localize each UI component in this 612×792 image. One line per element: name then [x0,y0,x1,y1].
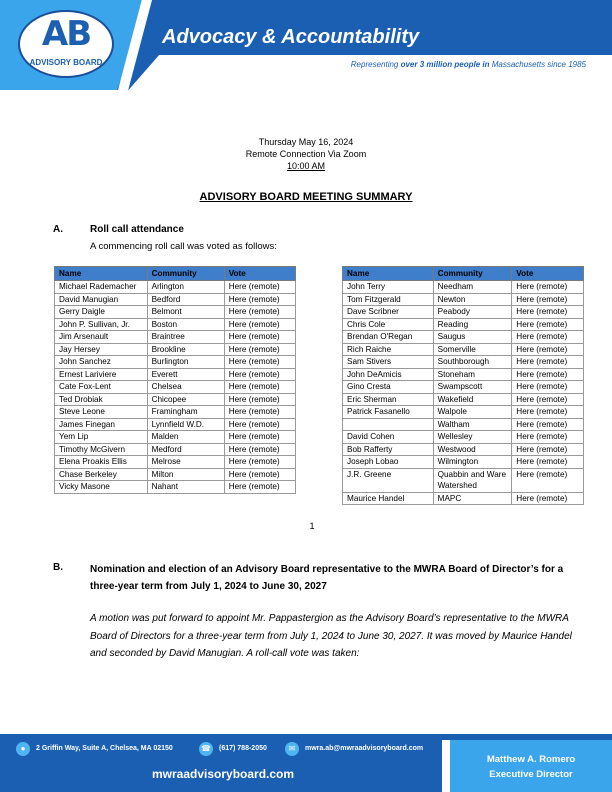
member-vote: Here (remote) [224,481,295,494]
member-name: Chris Cole [343,318,434,331]
table-row [55,356,296,369]
table-row [55,418,296,431]
member-community: Quabbin and Ware Watershed [433,468,512,492]
table-row [55,281,296,294]
section-b-title: Nomination and election of an Advisory Board representative to the MWRA Board of Director’s for a three-year term from July 1, 2024 to June 30, 2027 [90,564,564,592]
member-community: Burlington [147,356,224,369]
member-vote: Here (remote) [224,293,295,306]
member-vote: Here (remote) [512,418,584,431]
page-number: 1 [309,521,315,531]
header-community: Community [147,267,224,281]
member-community: Framingham [147,406,224,419]
member-community: Swampscott [433,381,512,394]
member-community: Wakefield [433,393,512,406]
footer-address: 2 Griffin Way, Suite A, Chelsea, MA 02150 [36,745,173,752]
member-vote: Here (remote) [224,281,295,294]
member-name: J.R. Greene [343,468,434,492]
member-vote: Here (remote) [512,381,584,394]
table-row [343,492,584,505]
member-vote: Here (remote) [224,343,295,356]
tagline-pre: Representing [350,60,401,69]
member-vote: Here (remote) [512,406,584,419]
member-name: Patrick Fasanello [343,406,434,419]
member-vote: Here (remote) [512,443,584,456]
member-name: Ernest Lariviere [55,368,148,381]
table-row [343,431,584,444]
member-community: Saugus [433,331,512,344]
member-vote: Here (remote) [224,318,295,331]
member-community: Reading [433,318,512,331]
member-community: Brookline [147,343,224,356]
member-community: Everett [147,368,224,381]
member-vote: Here (remote) [224,381,295,394]
member-community: Newton [433,293,512,306]
member-name: Chase Berkeley [55,468,148,481]
member-vote: Here (remote) [512,331,584,344]
member-community: Milton [147,468,224,481]
member-community: Malden [147,431,224,444]
member-community: Wilmington [433,456,512,469]
table-row [343,293,584,306]
table-row [343,468,584,492]
member-name: Rich Raiche [343,343,434,356]
member-vote: Here (remote) [512,293,584,306]
member-name: Jim Arsenault [55,331,148,344]
member-vote: Here (remote) [224,393,295,406]
member-vote: Here (remote) [512,468,584,492]
member-name: Bob Rafferty [343,443,434,456]
table-row [343,443,584,456]
member-vote: Here (remote) [512,431,584,444]
member-community: Chelsea [147,381,224,394]
table-row [55,443,296,456]
table-row [55,368,296,381]
section-a-title: Roll call attendance [90,224,184,235]
roll-call-table-left [54,266,296,494]
member-community: Braintree [147,331,224,344]
member-name: John P. Sullivan, Jr. [55,318,148,331]
table-row [55,431,296,444]
member-vote: Here (remote) [512,306,584,319]
member-name: Tom Fitzgerald [343,293,434,306]
member-name: Brendan O'Regan [343,331,434,344]
member-name: John Terry [343,281,434,294]
letterhead-title: Advocacy & Accountability [162,26,420,48]
motion-paragraph: A motion was put forward to appoint Mr. Pappastergion as the Advisory Board’s representative to the MWRA Board of Directors for a three-year term from July 1, 2024 to June 30, 2027. It was moved by Maurice Handel and seconded by David Manugian. A roll-call vote was taken: [90,613,572,659]
member-vote: Here (remote) [224,418,295,431]
member-name: James Finegan [55,418,148,431]
table-row [55,318,296,331]
member-name: Jay Hersey [55,343,148,356]
member-name: David Manugian [55,293,148,306]
table-row [343,456,584,469]
member-name: Eric Sherman [343,393,434,406]
table-row [55,343,296,356]
meeting-info [0,136,612,172]
letterhead-tagline [351,60,586,69]
member-community: Stoneham [433,368,512,381]
member-vote: Here (remote) [512,356,584,369]
member-name: David Cohen [343,431,434,444]
member-vote: Here (remote) [512,492,584,505]
table-row [343,343,584,356]
member-vote: Here (remote) [224,443,295,456]
table-row [343,393,584,406]
member-community: MAPC [433,492,512,505]
member-vote: Here (remote) [224,356,295,369]
member-community: Wellesley [433,431,512,444]
member-name: Michael Rademacher [55,281,148,294]
location-icon: ● [16,742,30,756]
table-row [343,306,584,319]
roll-call-table-right [342,266,584,505]
table-row [55,468,296,481]
member-name: Sam Stivers [343,356,434,369]
table-row [343,356,584,369]
section-a-intro: A commencing roll call was voted as follows: [90,241,277,252]
logo-letters: AB [41,14,91,54]
table-row [55,406,296,419]
phone-icon: ☎ [199,742,213,756]
director-name: Matthew A. Romero [486,754,576,765]
member-community: Needham [433,281,512,294]
member-community: Southborough [433,356,512,369]
header-name: Name [343,267,434,281]
member-vote: Here (remote) [224,406,295,419]
section-b-letter: B. [53,562,63,573]
member-community: Somerville [433,343,512,356]
header-name: Name [55,267,148,281]
table-row [343,331,584,344]
member-name: Yem Lip [55,431,148,444]
member-community: Boston [147,318,224,331]
table-row [55,481,296,494]
header-vote: Vote [512,267,584,281]
member-community: Chicopee [147,393,224,406]
member-name: Dave Scribner [343,306,434,319]
member-vote: Here (remote) [224,368,295,381]
director-title: Executive Director [489,769,573,780]
member-community: Nahant [147,481,224,494]
footer-director [450,752,612,782]
member-community: Medford [147,443,224,456]
member-community: Waltham [433,418,512,431]
member-name: Steve Leone [55,406,148,419]
member-community: Westwood [433,443,512,456]
member-vote: Here (remote) [512,393,584,406]
table-row [343,318,584,331]
table-header-row [343,267,584,281]
member-vote: Here (remote) [512,281,584,294]
summary-title: ADVISORY BOARD MEETING SUMMARY [199,191,413,203]
member-vote: Here (remote) [512,343,584,356]
member-vote: Here (remote) [224,331,295,344]
member-community: Belmont [147,306,224,319]
member-vote: Here (remote) [224,456,295,469]
table-row [55,331,296,344]
meeting-date: Thursday May 16, 2024 [258,137,354,147]
footer-email[interactable]: mwra.ab@mwraadvisoryboard.com [305,745,424,752]
table-row [55,393,296,406]
member-name: Cate Fox-Lent [55,381,148,394]
member-vote: Here (remote) [224,306,295,319]
member-name: Elena Proakis Ellis [55,456,148,469]
member-name: John DeAmicis [343,368,434,381]
table-header-row [55,267,296,281]
member-vote: Here (remote) [224,431,295,444]
tagline-bold: over 3 million people in [400,60,490,69]
member-community: Bedford [147,293,224,306]
meeting-time: 10:00 AM [286,161,326,171]
advisory-board-logo [18,10,114,78]
member-name: Ted Drobiak [55,393,148,406]
member-name [343,418,434,431]
table-row [55,306,296,319]
logo-text: ADVISORY BOARD [29,58,103,67]
member-name: Timothy McGivern [55,443,148,456]
member-vote: Here (remote) [512,318,584,331]
member-community: Lynnfield W.D. [147,418,224,431]
table-row [343,406,584,419]
table-row [55,293,296,306]
table-row [343,281,584,294]
email-icon: ✉ [285,742,299,756]
member-community: Walpole [433,406,512,419]
member-name: Gino Cresta [343,381,434,394]
header-community: Community [433,267,512,281]
header-vote: Vote [224,267,295,281]
member-community: Peabody [433,306,512,319]
table-row [55,456,296,469]
table-row [343,368,584,381]
member-community: Melrose [147,456,224,469]
member-vote: Here (remote) [512,456,584,469]
tagline-post: Massachusetts since 1985 [489,60,586,69]
table-row [343,381,584,394]
member-name: John Sanchez [55,356,148,369]
section-a-letter: A. [53,224,63,235]
member-name: Gerry Daigle [55,306,148,319]
member-community: Arlington [147,281,224,294]
member-name: Vicky Masone [55,481,148,494]
meeting-location: Remote Connection Via Zoom [245,149,367,159]
member-name: Joseph Lobao [343,456,434,469]
member-vote: Here (remote) [512,368,584,381]
footer-website[interactable]: mwraadvisoryboard.com [152,767,295,781]
table-row [343,418,584,431]
member-name: Maurice Handel [343,492,434,505]
member-vote: Here (remote) [224,468,295,481]
table-row [55,381,296,394]
footer-phone: (617) 788-2050 [219,745,267,752]
